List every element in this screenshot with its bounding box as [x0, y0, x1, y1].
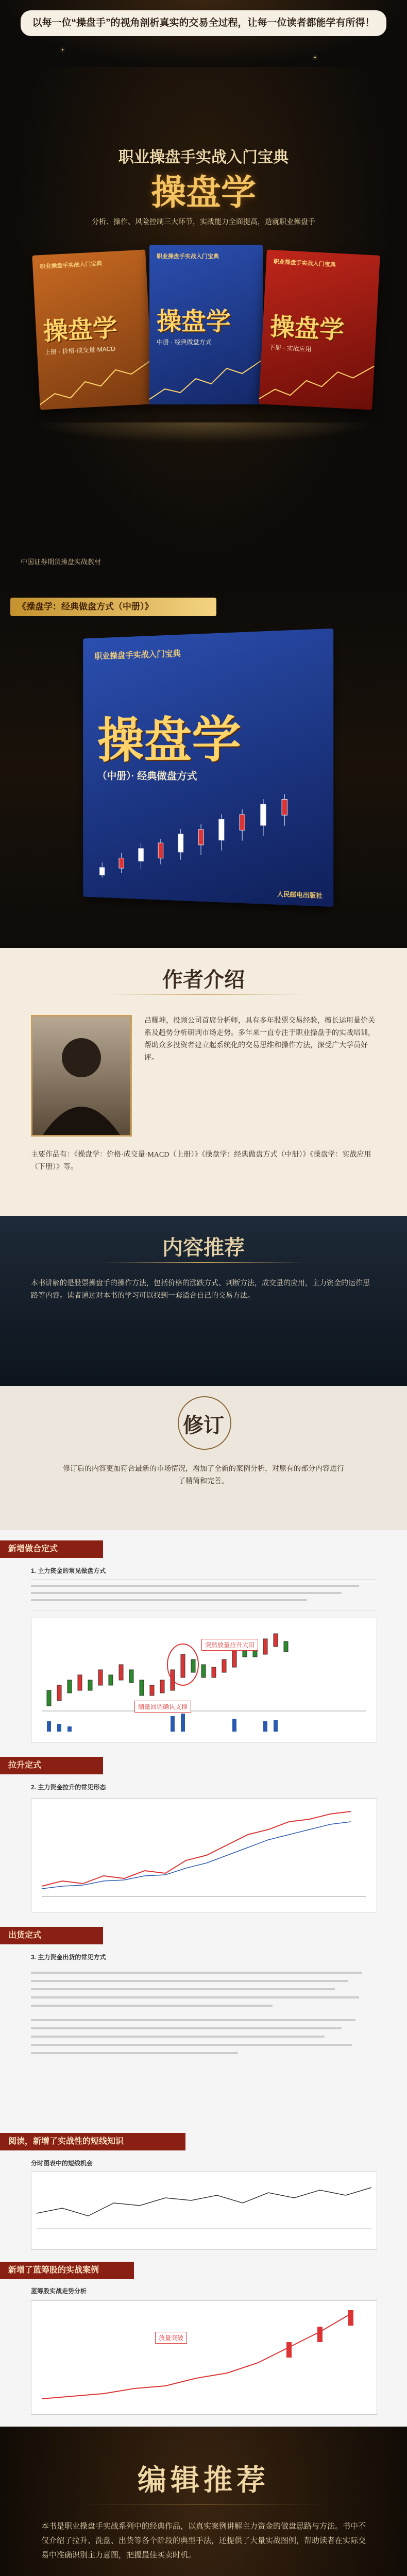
book-cover-3	[259, 249, 380, 410]
candlestick-chart	[31, 1618, 377, 1742]
chart-annotation: 放量突破	[155, 2332, 187, 2344]
hero-tagline: 分析、操作、风险控制三大环节，实战能力全面提高，造就职业操盘手	[92, 217, 315, 226]
sample-banner-3: 出货定式	[0, 1927, 103, 1944]
sample-section-1: 1. 主力资金的常见做盘方式	[31, 1567, 106, 1574]
sample-banner-2: 拉升定式	[0, 1757, 103, 1774]
book-volume: （中册）· 经典做盘方式	[97, 770, 197, 782]
chart-annotation: 缩量回调确认支撑	[134, 1701, 191, 1713]
book-title: 操盘学	[157, 308, 231, 335]
sample-banner-5: 新增了蓝筹股的实战案例	[0, 2262, 134, 2279]
sample-pages-section	[0, 1530, 407, 2427]
sample-chart-2	[31, 1798, 377, 1912]
book-series: 职业操盘手实战入门宝典	[40, 260, 103, 270]
candlestick-decoration	[149, 355, 263, 404]
author-section	[0, 948, 407, 1216]
sample-section-4: 分时图表中的短线机会	[31, 2160, 93, 2167]
sample-chart-5	[31, 2300, 377, 2415]
sample-text-block	[31, 1965, 376, 2120]
book-volume: 中册 · 经典做盘方式	[157, 338, 212, 346]
sparkle	[62, 49, 63, 50]
editor-heading: 编辑推荐	[138, 2465, 269, 2497]
content-intro-section	[0, 1216, 407, 1386]
sample-section-5: 蓝筹股实战走势分析	[31, 2287, 87, 2295]
book-series: 职业操盘手实战入门宝典	[157, 253, 219, 260]
candlestick-decoration	[259, 358, 374, 410]
intraday-chart	[31, 2172, 377, 2249]
author-works: 主要作品有：《操盘学：价格·成交量·MACD（上册）》《操盘学：经典做盘方式（中册）》《操盘学：实战应用（下册）》等。	[31, 1151, 371, 1171]
featured-book-label: 《操盘学：经典做盘方式（中册）》	[10, 598, 216, 616]
divider	[103, 994, 304, 995]
revision-section	[0, 1386, 407, 1530]
divider	[103, 1262, 304, 1263]
hero-title: 操盘学	[150, 173, 256, 212]
editor-section	[0, 2427, 407, 2576]
book-series: 职业操盘手实战入门宝典	[273, 259, 336, 268]
sample-banner-1: 新增做合定式	[0, 1540, 103, 1558]
featured-book-cover	[83, 629, 333, 907]
top-banner	[0, 0, 407, 67]
revision-text: 修订后的内容更加符合最新的市场情况，增加了全新的案例分析，对原有的部分内容进行了精简和完善。	[63, 1465, 344, 1485]
intro-heading: 内容推荐	[162, 1236, 245, 1259]
author-photo	[31, 1015, 132, 1137]
book-volume: 下册 · 实战应用	[268, 343, 312, 353]
hero-subtitle: 职业操盘手实战入门宝典	[118, 149, 289, 166]
book-volume: 上册 · 价格·成交量·MACD	[44, 345, 116, 356]
book-title: 操盘学	[42, 314, 118, 346]
publisher-logo: 人民邮电出版社	[277, 890, 323, 900]
candlestick-decoration	[83, 788, 333, 907]
featured-book-section	[0, 587, 407, 948]
sparkle	[314, 57, 316, 58]
person-silhouette-icon	[32, 1016, 130, 1135]
book-title: 操盘学	[97, 711, 242, 768]
book-cover-2	[149, 245, 263, 404]
sample-chart-1	[31, 1618, 377, 1742]
sample-text-block	[31, 1579, 376, 1611]
book-cover-1	[32, 249, 153, 410]
publisher-note: 中国证券期货操盘实战教材	[21, 558, 101, 566]
sample-section-3: 3. 主力资金出货的常见方式	[31, 1954, 106, 1961]
candlestick-chart	[31, 1799, 377, 1912]
hero-section	[0, 67, 407, 587]
author-heading: 作者介绍	[162, 968, 245, 991]
author-bio: 吕耀坤，投顾公司首席分析师，具有多年股票交易经验，擅长运用量价关系及趋势分析研判市场走势。多年来一直专注于职业操盘手的实战培训，帮助众多投资者建立起系统化的交易思维和操作方法，深受广大学员好评。	[144, 1017, 375, 1062]
floor-glow	[31, 422, 376, 443]
intro-text: 本书讲解的是股票操盘手的操作方法，包括价格的涨跌方式、判断方法，成交量的应用，主力资金的运作思路等内容。读者通过对本书的学习可以找到一套适合自己的交易方法。	[31, 1280, 370, 1300]
sample-section-2: 2. 主力资金拉升的常见形态	[31, 1784, 106, 1791]
book-series: 职业操盘手实战入门宝典	[94, 649, 181, 662]
editor-text: 本书是职业操盘手实战系列中的经典作品，以真实案例讲解主力资金的做盘思路与方法。书中不仅介绍了拉升、洗盘、出货等各个阶段的典型手法，还提供了大量实战图例，帮助读者在实际交易中准确识别主力意图，把握最佳买卖时机。	[41, 2522, 366, 2560]
revision-heading: 修订	[183, 1414, 224, 1437]
candlestick-chart	[31, 2301, 377, 2414]
candlestick-decoration	[38, 358, 153, 410]
chart-annotation: 突然放量拉升大阳	[201, 1639, 258, 1651]
book-title: 操盘学	[269, 313, 345, 345]
top-slogan: 以每一位“操盘手”的视角剖析真实的交易全过程，让每一位读者都能学有所得！	[21, 10, 386, 36]
sample-chart-4	[31, 2172, 377, 2250]
sample-banner-4: 阅读，新增了实战性的短线知识	[0, 2133, 185, 2150]
